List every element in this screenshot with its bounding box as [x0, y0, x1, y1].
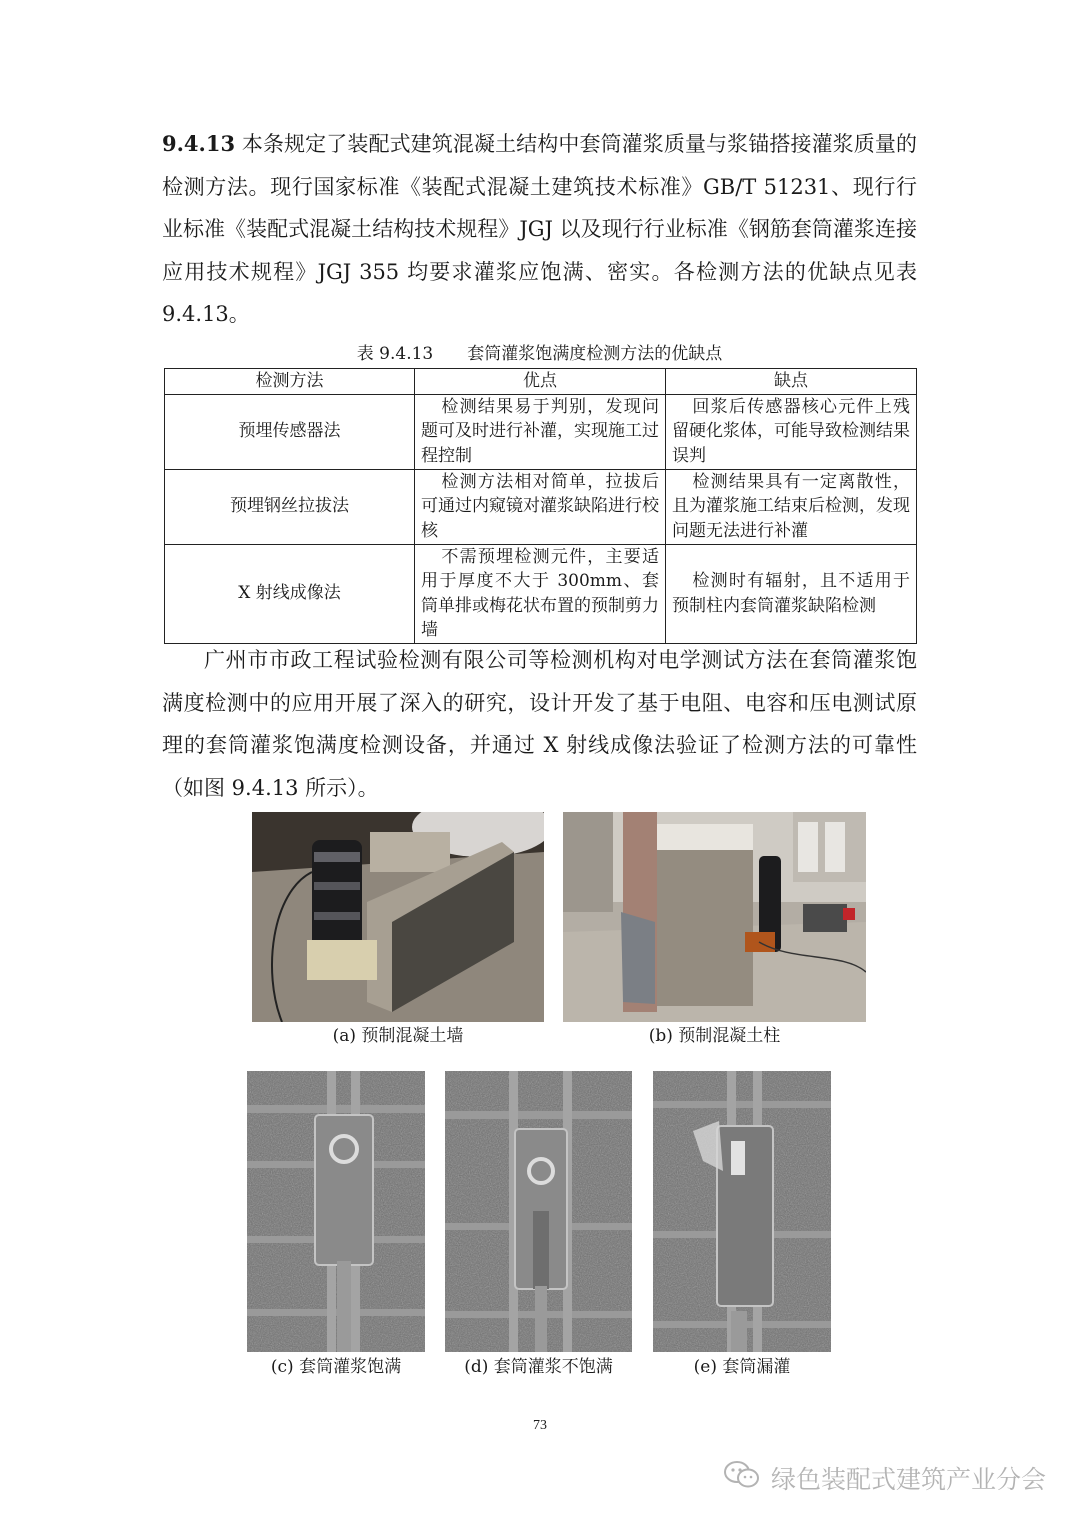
table-caption — [162, 342, 917, 366]
method-cell: X 射线成像法 — [165, 544, 415, 643]
pros-cell: 检测结果易于判别，发现问题可及时进行补灌，实现施工过程控制 — [415, 394, 666, 469]
method-cell: 预埋钢丝拉拔法 — [165, 469, 415, 544]
xray-full-grout — [247, 1071, 425, 1352]
cons-cell: 检测结果具有一定离散性，且为灌浆施工结束后检测，发现问题无法进行补灌 — [666, 469, 917, 544]
figure-caption-e: (e) 套筒漏灌 — [693, 1357, 791, 1377]
header-pros: 优点 — [415, 369, 666, 395]
photo-precast-wall — [252, 812, 544, 1022]
pros-cell: 不需预埋检测元件，主要适用于厚度不大于 300mm、套筒单排或梅花状布置的预制剪力墙 — [415, 544, 666, 643]
table-caption-title: 套筒灌浆饱满度检测方法的优缺点 — [467, 344, 723, 364]
xray-partial-grout — [445, 1071, 632, 1352]
table-header-row — [165, 369, 917, 395]
pros-cell: 检测方法相对简单，拉拔后可通过内窥镜对灌浆缺陷进行校核 — [415, 469, 666, 544]
body-paragraph: 广州市市政工程试验检测有限公司等检测机构对电学测试方法在套筒灌浆饱满度检测中的应用开展了深入的研究，设计开发了基于电阻、电容和压电测试原理的套筒灌浆饱满度检测设备，并通过 X 射线成像法验证了检测方法的可靠性（如图 9.4.13 所示）。 — [162, 648, 917, 800]
table-row — [165, 469, 917, 544]
method-cell: 预埋传感器法 — [165, 394, 415, 469]
figure-caption-c: (c) 套筒灌浆饱满 — [270, 1357, 402, 1377]
photo-precast-column — [563, 812, 866, 1022]
page-number: 73 — [533, 1418, 547, 1433]
xray-missed-grout — [653, 1071, 831, 1352]
header-cons: 缺点 — [666, 369, 917, 395]
figure-caption-d: (d) 套筒灌浆不饱满 — [464, 1357, 613, 1377]
section-text: 本条规定了装配式建筑混凝土结构中套筒灌浆质量与浆锚搭接灌浆质量的检测方法。现行国家标准《装配式混凝土建筑技术标准》GB/T 51231、现行行业标准《装配式混凝土结构技术规程》JGJ 以及现行行业标准《钢筋套筒灌浆连接应用技术规程》JGJ 355 均要求灌浆应饱满、密实。各检测方法的优缺点见表9.4.13。 — [162, 132, 917, 326]
cons-cell: 检测时有辐射，且不适用于预制柱内套筒灌浆缺陷检测 — [666, 544, 917, 643]
cons-cell: 回浆后传感器核心元件上残留硬化浆体，可能导致检测结果误判 — [666, 394, 917, 469]
table-caption-number: 表 9.4.13 — [356, 344, 434, 364]
section-paragraph — [162, 123, 917, 336]
section-number: 9.4.13 — [162, 131, 236, 156]
watermark-text: 绿色装配式建筑产业分会 — [770, 1465, 1046, 1494]
table-row — [165, 544, 917, 643]
methods-table — [164, 368, 917, 644]
wechat-icon — [723, 1459, 761, 1497]
watermark — [723, 1458, 1046, 1498]
header-method: 检测方法 — [165, 369, 415, 395]
figure-caption-a: (a) 预制混凝土墙 — [332, 1026, 464, 1046]
table-row — [165, 394, 917, 469]
figure-caption-b: (b) 预制混凝土柱 — [648, 1026, 781, 1046]
